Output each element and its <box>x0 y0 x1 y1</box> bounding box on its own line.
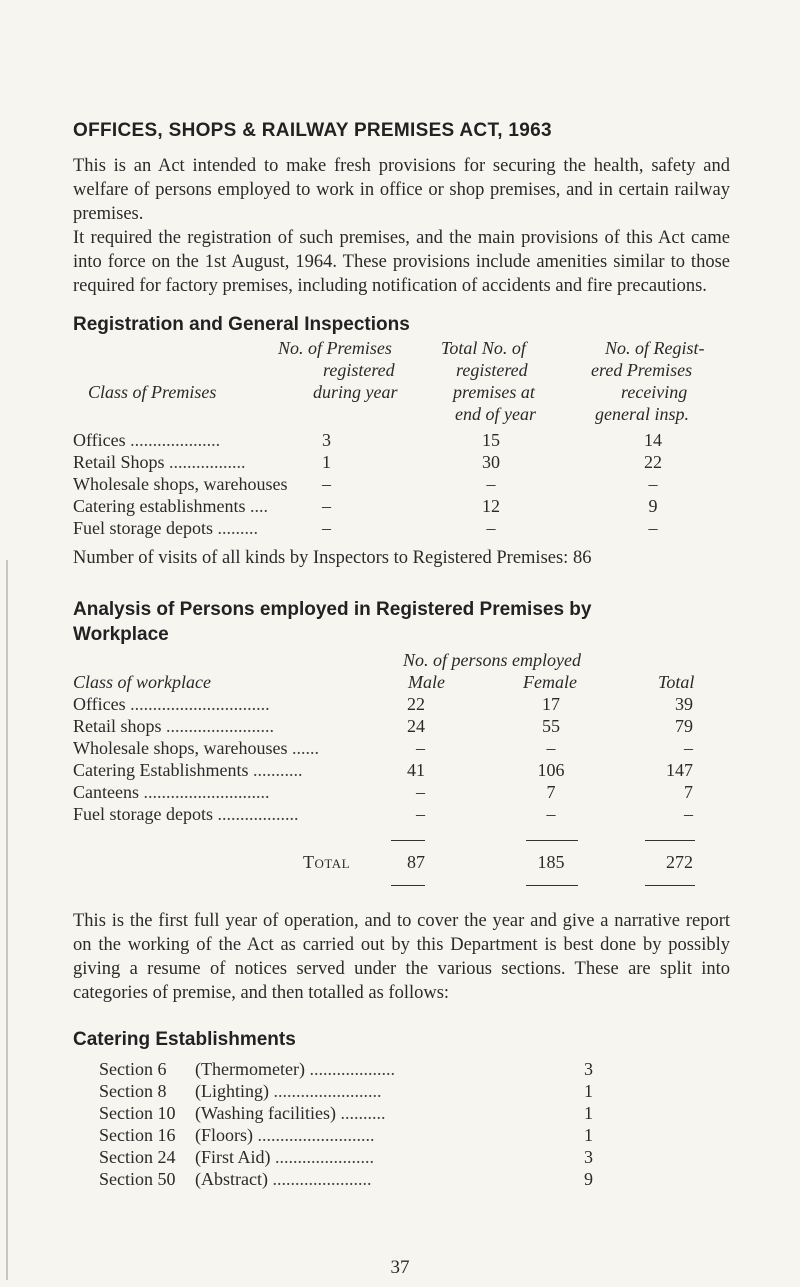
cell-total: – <box>684 738 693 758</box>
row-label: Offices <box>73 694 126 714</box>
section-label: Section 6 <box>99 1059 167 1079</box>
cell-male: – <box>416 738 425 758</box>
cell-male: 41 <box>407 760 425 780</box>
catering-list <box>73 1058 730 1190</box>
list-item <box>73 1124 730 1146</box>
analysis-table <box>73 647 730 909</box>
cell-total: 79 <box>675 716 693 736</box>
section-label: Section 16 <box>99 1125 176 1145</box>
col-header-total-2: registered <box>456 360 528 380</box>
cell-total: 7 <box>684 782 693 802</box>
totals-row <box>73 851 730 873</box>
cell-male: – <box>416 804 425 824</box>
leader-dots: ............................... <box>125 694 270 714</box>
cell-registered: 1 <box>322 452 331 472</box>
intro-paragraph-2: It required the registration of such premises, and the main provisions of this Act came into force on the 1st August, 1964. These provisions include amenities similar to those required for factory premises, including notification of accidents and fire precautions. <box>73 228 730 296</box>
cell-registered: – <box>322 474 331 494</box>
section-count: 1 <box>584 1125 593 1145</box>
leader-dots: ................... <box>304 1059 395 1079</box>
page-title: OFFICES, SHOPS & RAILWAY PREMISES ACT, 1963 <box>73 120 552 141</box>
leader-dots: ...................... <box>270 1147 375 1167</box>
rule-male-bottom <box>391 885 425 886</box>
narrative-paragraph: This is the first full year of operation, and to cover the year and give a narrative report on the working of the Act as carried out by this Department is best done by possibly giving a resume of notices served under the various sections. These are split into categories of premise, and then totalled as follows: <box>73 911 730 1003</box>
scan-edge-mark <box>6 560 8 1280</box>
rule-total-top <box>645 840 695 841</box>
cell-total: 147 <box>666 760 693 780</box>
section-desc: (Abstract) <box>195 1169 268 1189</box>
cell-receiving: 22 <box>644 452 662 472</box>
section-desc: (Floors) <box>195 1125 253 1145</box>
row-label: Catering Establishments <box>73 760 249 780</box>
row-label: Offices <box>73 430 126 450</box>
total-male: 87 <box>407 852 425 872</box>
row-label: Retail Shops <box>73 452 165 472</box>
list-item <box>73 1058 730 1080</box>
cell-total: – <box>684 804 693 824</box>
cell-registered: 3 <box>322 430 331 450</box>
col-header-class: Class of workplace <box>73 672 211 692</box>
leader-dots: .... <box>245 496 268 516</box>
registration-heading: Registration and General Inspections <box>73 314 410 335</box>
cell-female: 55 <box>542 716 560 736</box>
list-item <box>73 1146 730 1168</box>
leader-dots: .................... <box>125 430 221 450</box>
analysis-heading-line-1: Analysis of Persons employed in Registered Premises by <box>73 599 592 620</box>
leader-dots: ........... <box>248 760 303 780</box>
catering-heading: Catering Establishments <box>73 1029 296 1050</box>
col-header-total: Total <box>658 672 695 692</box>
row-label: Fuel storage depots <box>73 518 213 538</box>
page-number: 37 <box>390 1257 410 1278</box>
col-header-class: Class of Premises <box>88 382 217 402</box>
visits-text: Number of visits of all kinds by Inspectors to Registered Premises: 86 <box>73 548 592 568</box>
section-desc: (Lighting) <box>195 1081 269 1101</box>
cell-female: 106 <box>537 760 565 780</box>
cell-female: 7 <box>546 782 556 802</box>
leader-dots: .................. <box>212 804 299 824</box>
row-label: Canteens <box>73 782 139 802</box>
analysis-heading-line-2: Workplace <box>73 624 169 645</box>
col-header-registered-3: during year <box>313 382 398 402</box>
section-label: Section 24 <box>99 1147 176 1167</box>
section-desc: (First Aid) <box>195 1147 271 1167</box>
table-row <box>73 759 730 781</box>
row-label: Fuel storage depots <box>73 804 213 824</box>
table-row <box>73 715 730 737</box>
leader-dots: ................. <box>164 452 246 472</box>
cell-receiving: – <box>648 474 658 494</box>
cell-male: – <box>416 782 425 802</box>
section-count: 9 <box>584 1169 593 1189</box>
cell-receiving: 14 <box>644 430 662 450</box>
list-item <box>73 1102 730 1124</box>
row-label: Wholesale shops, warehouses <box>73 738 288 758</box>
col-header-total-1: Total No. of <box>441 338 526 358</box>
registration-table <box>73 337 730 547</box>
leader-dots: ............................ <box>138 782 270 802</box>
col-header-male: Male <box>408 672 445 692</box>
table-row <box>73 781 730 803</box>
section-label: Section 8 <box>99 1081 167 1101</box>
total-total: 272 <box>666 852 693 872</box>
cell-total: 15 <box>482 430 500 450</box>
col-header-receiving-4: general insp. <box>595 404 689 424</box>
cell-total: 39 <box>675 694 693 714</box>
table-row <box>73 693 730 715</box>
leader-dots: ........................ <box>269 1081 382 1101</box>
leader-dots: ...................... <box>267 1169 372 1189</box>
section-label: Section 10 <box>99 1103 176 1123</box>
intro-paragraph-1: This is an Act intended to make fresh provisions for securing the health, safety and welfare of persons employed to work in office or shop premises, and in certain railway premises. <box>73 156 730 224</box>
visits-summary <box>73 547 730 571</box>
cell-total: – <box>486 474 496 494</box>
col-header-registered-2: registered <box>323 360 395 380</box>
table-row <box>73 429 730 451</box>
leader-dots: ........................ <box>161 716 274 736</box>
cell-total: 30 <box>482 452 500 472</box>
document-page <box>73 120 730 1190</box>
section-count: 1 <box>584 1081 593 1101</box>
table-row <box>73 495 730 517</box>
col-header-total-3: premises at <box>453 382 535 402</box>
cell-total: – <box>486 518 496 538</box>
totals-label: Total <box>303 852 351 872</box>
list-item <box>73 1168 730 1190</box>
total-female: 185 <box>537 852 565 872</box>
leader-dots: .......... <box>336 1103 386 1123</box>
list-item <box>73 1080 730 1102</box>
section-count: 3 <box>584 1059 593 1079</box>
table-row <box>73 473 730 495</box>
rule-male-top <box>391 840 425 841</box>
row-label: Catering establishments <box>73 496 246 516</box>
section-label: Section 50 <box>99 1169 176 1189</box>
table-row <box>73 451 730 473</box>
rule-total-bottom <box>645 885 695 886</box>
cell-registered: – <box>322 518 331 538</box>
cell-registered: – <box>322 496 331 516</box>
section-count: 1 <box>584 1103 593 1123</box>
col-header-female: Female <box>523 672 577 692</box>
section-count: 3 <box>584 1147 593 1167</box>
row-label: Wholesale shops, warehouses <box>73 474 288 494</box>
leader-dots: ......... <box>212 518 258 538</box>
table-row <box>73 517 730 539</box>
group-header: No. of persons employed <box>403 650 581 670</box>
cell-female: 17 <box>542 694 560 714</box>
table-row <box>73 737 730 759</box>
cell-receiving: – <box>648 518 658 538</box>
section-desc: (Thermometer) <box>195 1059 305 1079</box>
cell-male: 22 <box>407 694 425 714</box>
cell-receiving: 9 <box>648 496 658 516</box>
col-header-receiving-2: ered Premises <box>591 360 693 380</box>
rule-female-top <box>526 840 578 841</box>
leader-dots: .......................... <box>253 1125 375 1145</box>
col-header-registered-1: No. of Premises <box>278 338 392 358</box>
rule-female-bottom <box>526 885 578 886</box>
cell-male: 24 <box>407 716 425 736</box>
col-header-receiving-1: No. of Regist- <box>605 338 705 358</box>
row-label: Retail shops <box>73 716 162 736</box>
section-desc: (Washing facilities) <box>195 1103 337 1123</box>
col-header-total-4: end of year <box>455 404 536 424</box>
table-row <box>73 803 730 825</box>
cell-female: – <box>546 804 556 824</box>
cell-female: – <box>546 738 556 758</box>
cell-total: 12 <box>482 496 500 516</box>
leader-dots: ...... <box>287 738 319 758</box>
col-header-receiving-3: receiving <box>621 382 688 402</box>
